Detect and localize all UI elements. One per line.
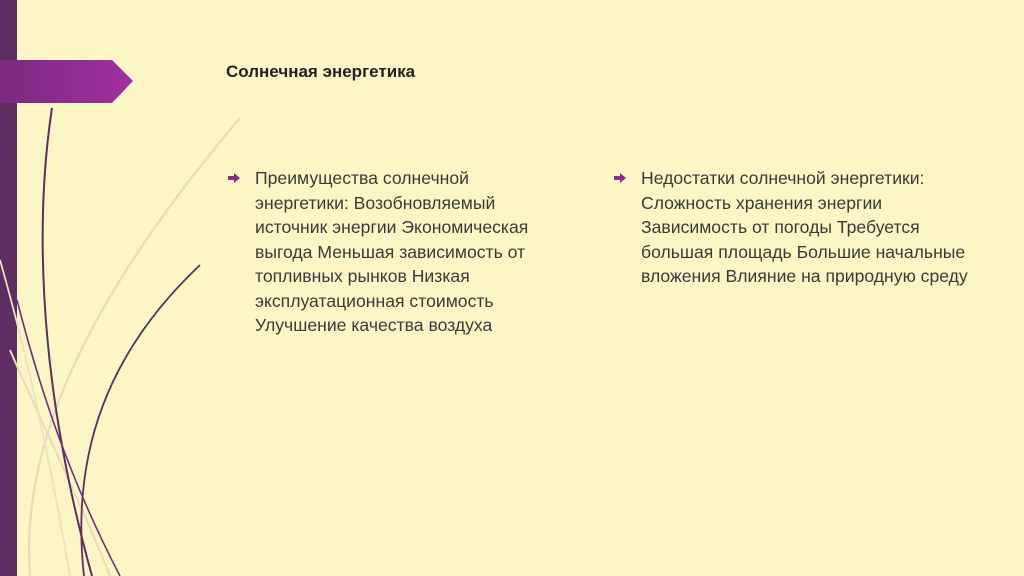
advantages-list bbox=[228, 166, 558, 338]
decorative-curves bbox=[0, 0, 260, 576]
advantages-text: Преимущества солнечной энергетики: Возобновляемый источник энергии Экономическая выгода Меньшая зависимость от топливных рынков Низкая эксплуатационная стоимость Улучшение качества воздуха bbox=[255, 168, 529, 335]
slide-title: Солнечная энергетика bbox=[226, 62, 416, 81]
arrow-bullet-icon bbox=[228, 173, 240, 183]
disadvantages-list bbox=[614, 166, 974, 289]
advantages-item bbox=[228, 166, 558, 338]
disadvantages-text: Недостатки солнечной энергетики: Сложность хранения энергии Зависимость от погоды Требуется большая площадь Большие начальные вложения Влияние на природную среду bbox=[641, 168, 968, 286]
arrow-bullet-icon bbox=[614, 173, 626, 183]
disadvantages-item bbox=[614, 166, 974, 289]
